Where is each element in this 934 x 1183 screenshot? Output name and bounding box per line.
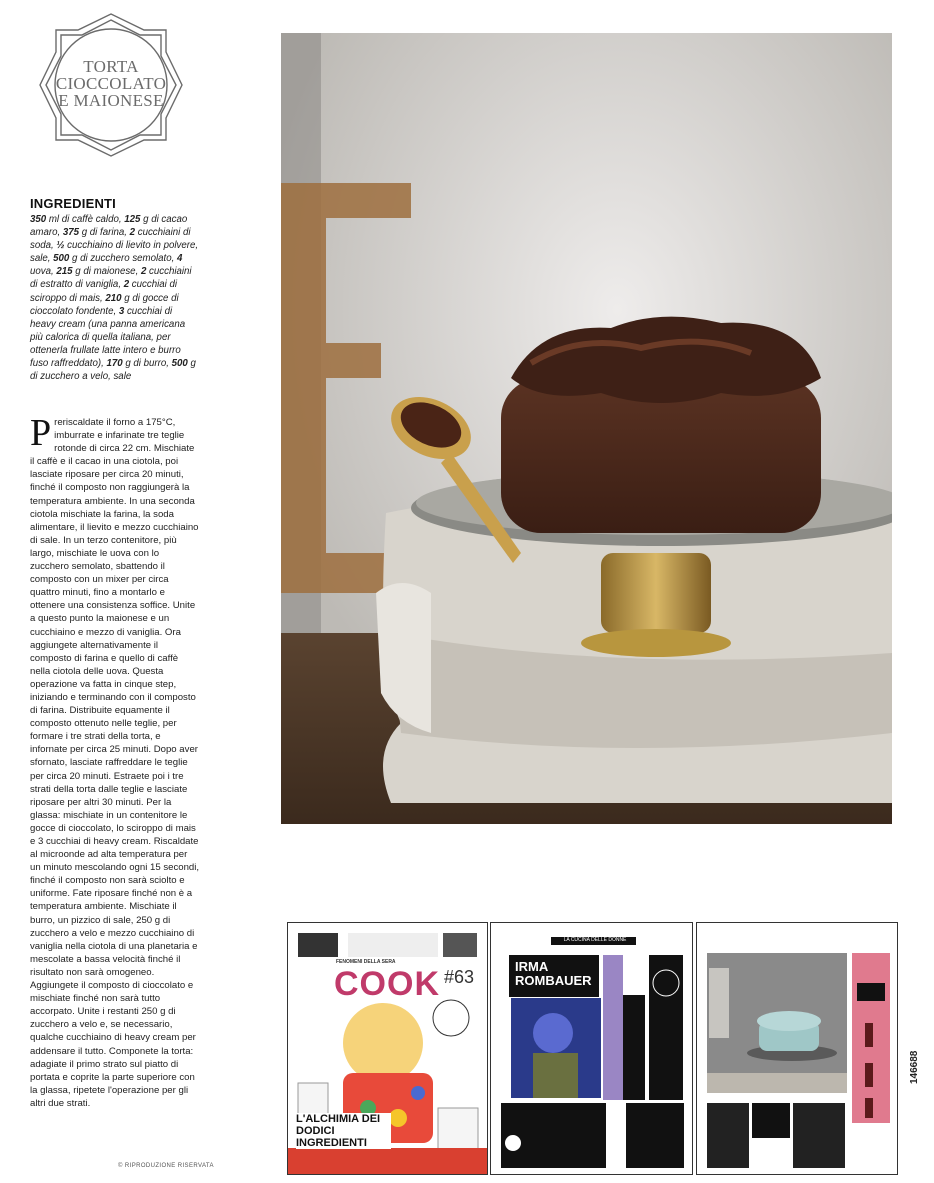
title-line-2: CIOCCOLATO — [55, 74, 167, 93]
page-code — [905, 1036, 934, 1096]
copyright-note: © RIPRODUZIONE RISERVATA — [118, 1163, 214, 1169]
title-line-3: E MAIONESE — [58, 91, 164, 110]
cover-issue: #63 — [444, 967, 475, 987]
ingredient-text: g di zucchero semolato, — [69, 253, 178, 265]
recipe-title — [36, 58, 186, 109]
ingredient-text: cucchiaini di soda, — [30, 227, 191, 252]
ingredients-heading: INGREDIENTI — [30, 196, 116, 211]
ingredient-quantity: 500 — [171, 358, 188, 370]
ingredient-quantity: 210 — [105, 292, 122, 304]
ingredient-quantity: 2 — [123, 279, 130, 291]
recipe-page-art — [697, 923, 897, 1174]
ingredient-text: g di maionese, — [72, 266, 141, 278]
title-line-1: TORTA — [83, 57, 139, 76]
spread-name-2: ROMBAUER — [515, 973, 592, 988]
ingredient-text: uova, — [30, 266, 57, 278]
cover-kicker: FENOMENI DELLA SERA — [336, 959, 396, 965]
ingredient-text: cucchiai di heavy cream (una panna americana più calorica di quella italiana, per ottenerla frullate latte intero e burro fuso raffreddato), — [30, 305, 186, 370]
recipe-title-badge — [36, 10, 186, 160]
ingredient-text: g di gocce di cioccolato fondente, — [30, 292, 179, 317]
ingredient-text: cucchiai di sciroppo di mais, — [30, 279, 178, 304]
ingredient-quantity: 215 — [56, 266, 73, 278]
ingredient-quantity: 2 — [140, 266, 147, 278]
ingredient-text: g di burro, — [122, 358, 172, 370]
ingredient-text: g di farina, — [79, 227, 130, 239]
ingredient-quantity: 350 — [30, 214, 47, 225]
page-code-text: 146688 — [909, 1050, 920, 1084]
drop-cap: P — [30, 412, 52, 454]
thumbnail-recipe-page — [696, 922, 898, 1175]
ingredient-text: cucchiaino di lievito in polvere, sale, — [30, 240, 199, 265]
ingredients-section — [30, 196, 200, 383]
ingredient-quantity: 2 — [129, 227, 136, 239]
ingredient-quantity: 375 — [62, 227, 80, 239]
ingredient-text: g di cacao amaro, — [30, 214, 188, 239]
ingredient-quantity: ½ — [56, 240, 65, 252]
cover-brand: COOK — [334, 965, 440, 1003]
spread-name-1: IRMA — [515, 959, 549, 974]
ingredient-quantity: 125 — [124, 214, 141, 225]
cake-illustration — [281, 33, 892, 824]
thumbnail-cover — [287, 922, 488, 1175]
cake-photo — [281, 33, 892, 824]
ingredient-quantity: 4 — [177, 253, 183, 265]
ingredient-text: cucchiaini di estratto di vaniglia, — [30, 266, 192, 291]
method-text — [30, 412, 200, 1110]
spread-section: LA CUCINA DELLE DONNE — [563, 937, 627, 943]
ingredients-list — [30, 213, 200, 383]
cover-headline: L'ALCHIMIA DEI DODICI INGREDIENTI — [296, 1113, 391, 1149]
ingredient-quantity: 500 — [53, 253, 70, 265]
method-body: reriscaldate il forno a 175°C, imburrate e infarinate tre teglie rotonde di circa 22 cm. Mischiate il caffè e il cacao in una ciotola, poi lasciate riposare per circa 20 minuti, finché il composto non raggiungerà la temperatura ambiente. In una seconda ciotola mischiate la farina, la soda alimentare, il lievito e mezzo cucchiaino di sale. In un terzo contenitore, più largo, mischiate le uova con lo zucchero semolato, sbattendo il composto con un mixer per circa quattro minuti, fino a montarlo e ottenere una consistenza soffice. Unite a questo punto la maionese e un cucchiaino e mezzo di vaniglia. Ora aggiungete alternativamente il composto di farina e quello di caffè nella ciotola delle uova. Questa operazione va fatta in cinque step, iniziando e terminando con il composto di farina. Distribuite equamente il composto ottenuto nelle teglie, per formare i tre strati della torta, e infornate per circa 25 minuti. Dopo aver sfornato, lasciate raffreddare le teglie per circa 20 minuti. Estraete poi i tre strati della torta dalle teglie e lasciate riposare per altri 30 minuti. Per la glassa: mischiate in un contenitore le gocce di cioccolato, lo sciroppo di mais e 3 cucchiai di heavy cream. Riscaldate al microonde ad alta temperatura per un minuto mescolando ogni 15 secondi, finché il composto non sarà sciolto e uniforme. Fate riposare finché non è a temperatura ambiente. Mischiate il burro, un pizzico di sale, 250 g di zucchero a velo e mezzo cucchiaino di vaniglia nella ciotola di una planetaria e mescolate a bassa velocità finché il risultato non sarà omogeneo. Aggiungete il composto di cioccolato e mischiate finché non sarà tutto accorpato. Unite i restanti 250 g di zucchero a velo e, se necessario, qualche cucchiaino di heavy cream per addensare il tutto. Componete la torta: adagiate il primo strato sul piatto di portata e coprite la parte superiore con la glassa, ripetete l'operazione per gli altri due strati. — [30, 417, 200, 1109]
ingredient-quantity: 3 — [118, 305, 125, 317]
ingredient-text: g di zucchero a velo, sale — [30, 358, 196, 383]
ingredient-quantity: 170 — [106, 358, 123, 370]
ingredient-text: ml di caffè caldo, — [46, 214, 125, 225]
thumbnail-spread — [490, 922, 693, 1175]
